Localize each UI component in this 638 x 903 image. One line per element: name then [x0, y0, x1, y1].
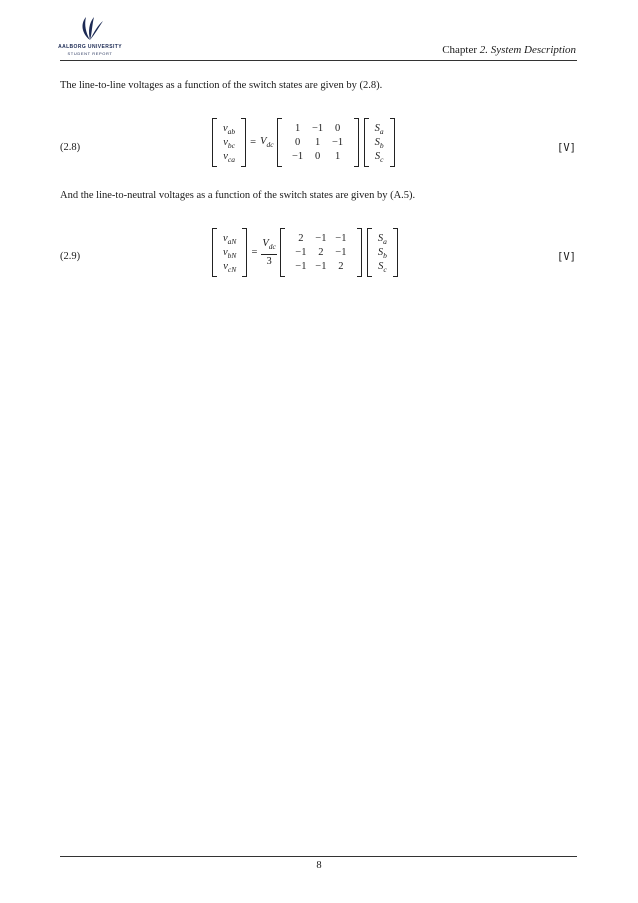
- switch-state-vector: [367, 228, 398, 277]
- chapter-title: System Description: [490, 44, 576, 56]
- switch-state-entry: $S_a$: [377, 233, 387, 247]
- matrix-entry: 2: [338, 261, 344, 272]
- equation-label-2-8: (2.8): [60, 142, 81, 153]
- equals-sign: =: [250, 137, 257, 148]
- matrix-entry: −1: [292, 151, 304, 162]
- logo-subtitle: STUDENT REPORT: [67, 51, 113, 56]
- header-rule: [60, 60, 577, 61]
- lhs-vector: [212, 118, 246, 167]
- switch-state-entry: $S_c$: [378, 261, 387, 275]
- voltage-entry: $v_{ca}$: [223, 151, 235, 165]
- page-number: 8: [316, 860, 322, 871]
- voltage-entry: $v_{ab}$: [223, 123, 236, 137]
- equation-2-9: [212, 228, 398, 277]
- switch-matrix: [277, 118, 359, 167]
- matrix-entry: 2: [298, 233, 304, 244]
- unit-label-2-8: [V]: [557, 142, 576, 154]
- voltage-entry: $v_{bN}$: [223, 247, 237, 261]
- logo-mark-icon: [76, 16, 104, 42]
- dc-voltage-coefficient: $V_{dc}$: [260, 135, 274, 150]
- matrix-entry: −1: [312, 123, 324, 134]
- matrix-entry: 1: [294, 123, 301, 134]
- dc-voltage-fraction: $\frac{V_{dc}}{3}$: [262, 238, 276, 267]
- voltage-entry: $v_{bc}$: [223, 137, 235, 151]
- chapter-word: Chapter: [442, 44, 478, 56]
- equation-label-2-9: (2.9): [60, 251, 81, 262]
- matrix-entry: −1: [335, 247, 347, 258]
- matrix-entry: 2: [318, 247, 324, 258]
- equation-2-8: [212, 118, 395, 167]
- matrix-entry: −1: [295, 247, 307, 258]
- footer-rule: [60, 856, 577, 857]
- chapter-number: 2.: [479, 44, 489, 56]
- university-logo: [58, 16, 122, 60]
- matrix-entry: −1: [315, 233, 327, 244]
- switch-state-entry: $S_b$: [377, 247, 387, 261]
- matrix-entry: 0: [334, 123, 341, 134]
- switch-matrix: [280, 228, 362, 277]
- switch-state-entry: $S_b$: [374, 137, 384, 151]
- switch-state-vector: [364, 118, 395, 167]
- voltage-entry: $v_{aN}$: [223, 233, 237, 247]
- equals-sign: =: [251, 247, 258, 258]
- lhs-vector: [212, 228, 247, 277]
- matrix-entry: −1: [332, 137, 344, 148]
- matrix-entry: −1: [295, 261, 307, 272]
- matrix-entry: 1: [334, 151, 341, 162]
- matrix-entry: 0: [294, 137, 301, 148]
- switch-state-entry: $S_c$: [374, 151, 384, 165]
- voltage-entry: $v_{cN}$: [223, 261, 237, 275]
- matrix-entry: 0: [314, 151, 321, 162]
- switch-state-entry: $S_a$: [374, 123, 384, 137]
- matrix-entry: −1: [315, 261, 327, 272]
- intro-paragraph-2: And the line-to-neutral voltages as a function of the switch states are given by (A.5).: [60, 190, 416, 201]
- intro-paragraph-1: The line-to-line voltages as a function of the switch states are given by (2.8).: [60, 80, 383, 91]
- unit-label-2-9: [V]: [557, 251, 576, 263]
- matrix-entry: −1: [335, 233, 347, 244]
- matrix-entry: 1: [314, 137, 321, 148]
- running-head: [442, 44, 576, 56]
- logo-university-name: AALBORG UNIVERSITY: [58, 44, 122, 50]
